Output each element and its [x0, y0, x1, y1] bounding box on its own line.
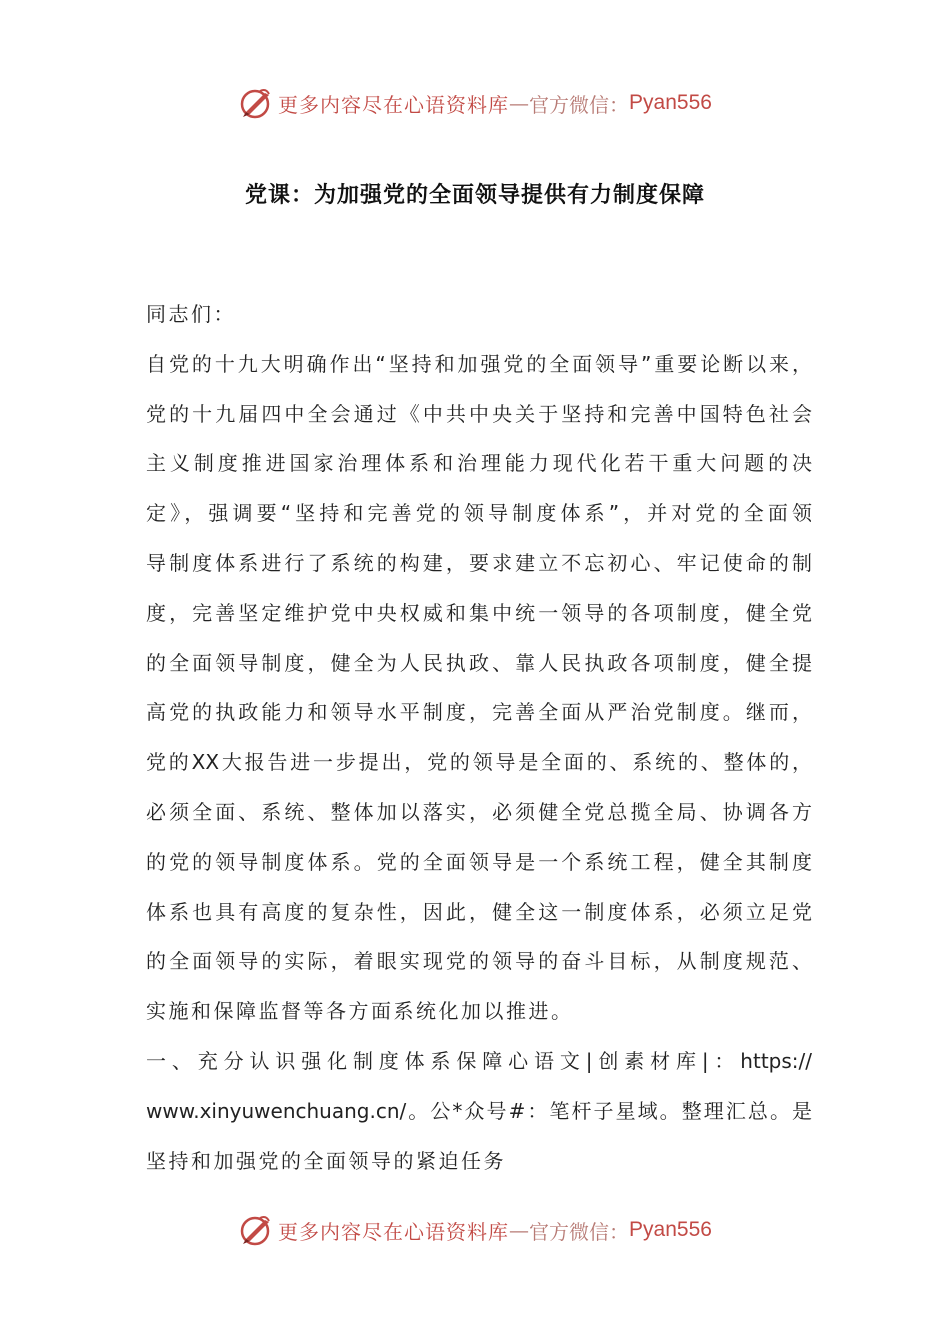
document-body — [146, 290, 812, 1186]
body-line: 高党的执政能力和领导水平制度，完善全面从严治党制度。继而， — [146, 700, 812, 725]
body-line: 的全面领导制度，健全为人民执政、靠人民执政各项制度，健全提 — [146, 650, 812, 675]
banner-dash: — — [509, 91, 530, 115]
body-line: 必须全面、系统、整体加以落实，必须健全党总揽全局、协调各方 — [146, 799, 812, 824]
banner-text: 更多内容尽在心语资料库 — [278, 92, 510, 117]
section-heading-line: www.xinyuwenchuang.cn/。公*众号#：笔杆子星域。整理汇总。是 — [146, 1098, 812, 1123]
body-line: 定》，强调要“坚持和完善党的领导制度体系”，并对党的全面领 — [146, 501, 812, 526]
banner-wechat-label: 官方微信： — [529, 1219, 630, 1244]
banner-dash: — — [509, 1218, 530, 1242]
body-line: 体系也具有高度的复杂性，因此，健全这一制度体系，必须立足党 — [146, 899, 812, 924]
section-heading-line: 一、充分认识强化制度体系保障心语文|创素材库|：https:// — [146, 1048, 812, 1073]
salutation-line: 同志们： — [146, 302, 236, 326]
banner-text: 更多内容尽在心语资料库 — [278, 1219, 510, 1244]
banner-account: Pyan556 — [629, 91, 712, 114]
header-banner — [0, 83, 950, 123]
banner-wechat-label: 官方微信： — [529, 92, 630, 117]
body-line: 的全面领导的实际，着眼实现党的领导的奋斗目标，从制度规范、 — [146, 949, 812, 974]
body-line: 自党的十九大明确作出“坚持和加强党的全面领导”重要论断以来， — [146, 351, 812, 376]
body-line: 实施和保障监督等各方面系统化加以推进。 — [146, 999, 574, 1024]
pen-logo-icon — [238, 85, 274, 121]
body-line: 主义制度推进国家治理体系和治理能力现代化若干重大问题的决 — [146, 451, 812, 476]
section-heading-line: 坚持和加强党的全面领导的紧迫任务 — [146, 1148, 506, 1173]
body-line: 导制度体系进行了系统的构建，要求建立不忘初心、牢记使命的制 — [146, 550, 812, 575]
document-title: 党课：为加强党的全面领导提供有力制度保障 — [244, 183, 705, 208]
body-line: 度，完善坚定维护党中央权威和集中统一领导的各项制度，健全党 — [146, 600, 812, 625]
banner-account: Pyan556 — [629, 1218, 712, 1241]
body-line: 党的十九届四中全会通过《中共中央关于坚持和完善中国特色社会 — [146, 401, 812, 426]
pen-logo-icon — [238, 1212, 274, 1248]
body-line: 党的XX大报告进一步提出，党的领导是全面的、系统的、整体的， — [146, 750, 812, 775]
footer-banner — [0, 1210, 950, 1250]
body-line: 的党的领导制度体系。党的全面领导是一个系统工程，健全其制度 — [146, 849, 812, 874]
